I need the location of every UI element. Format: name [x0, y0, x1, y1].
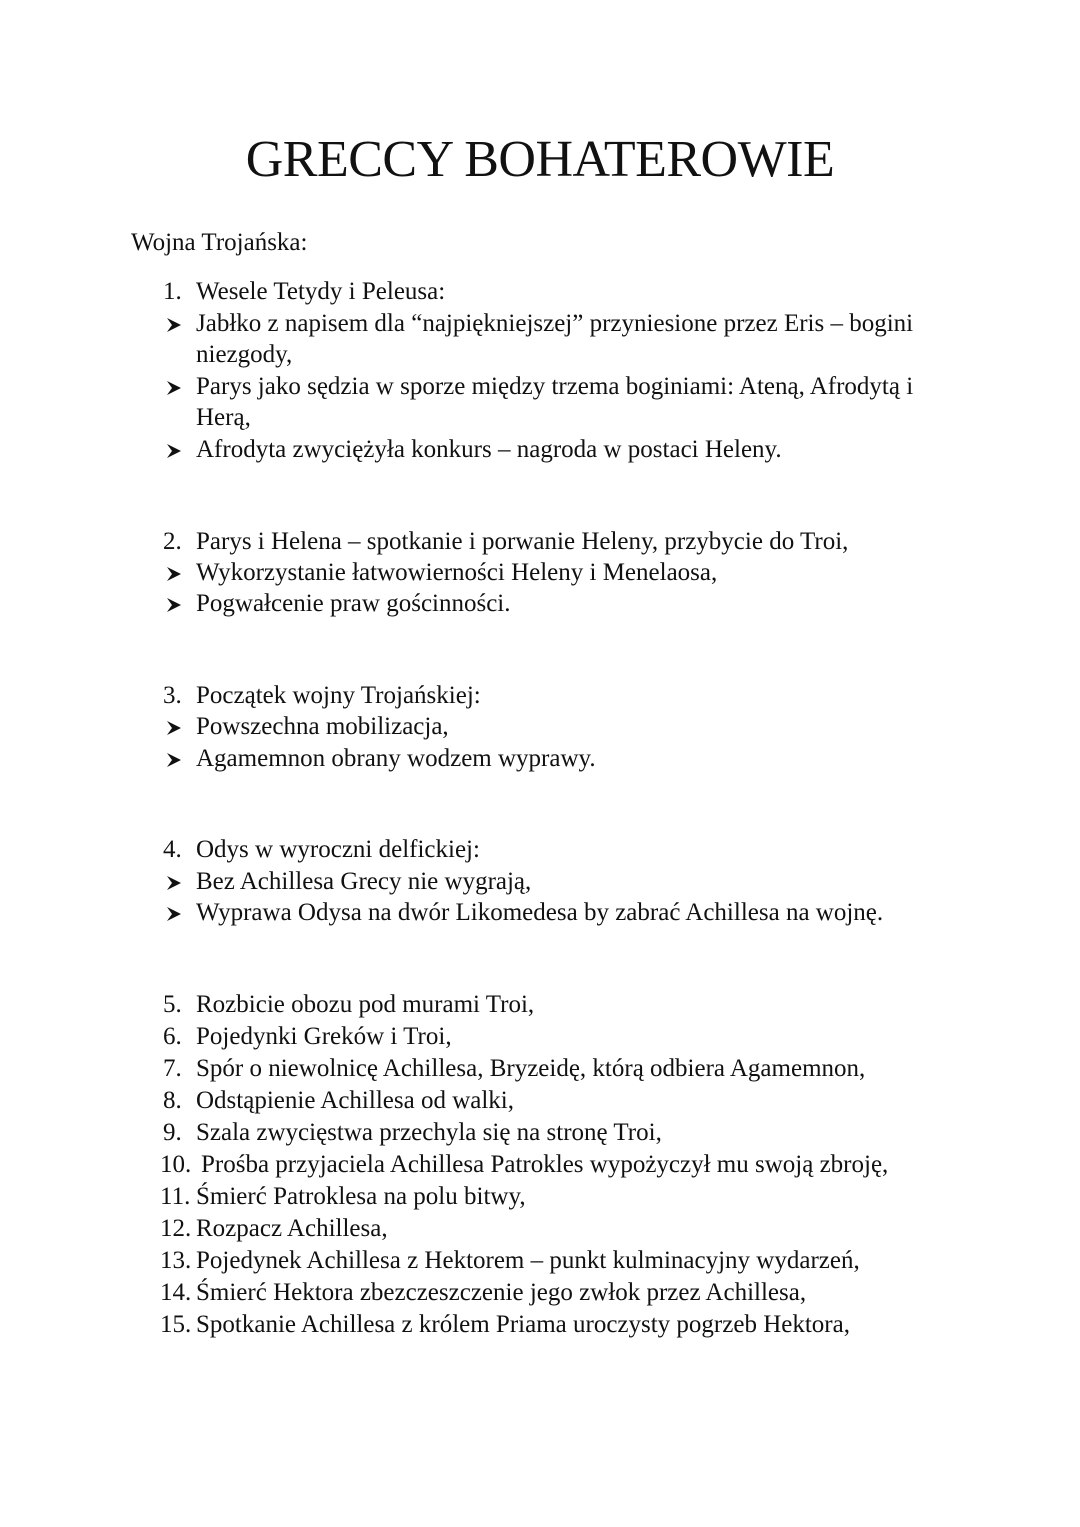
item-text: Śmierć Hektora zbezczeszczenie jego zwłok przez Achillesa, [196, 1279, 807, 1306]
arrow-bullet-icon [166, 317, 182, 333]
document-subtitle: Wojna Trojańska: [131, 229, 308, 256]
item-text: Rozbicie obozu pod murami Troi, [196, 991, 535, 1018]
bullet-text: Powszechna mobilizacja, [196, 713, 449, 740]
item-number: 7. [163, 1055, 182, 1082]
item-number: 6. [163, 1023, 182, 1050]
bullet-text: Afrodyta zwyciężyła konkurs – nagroda w postaci Heleny. [196, 436, 782, 463]
section-heading: Początek wojny Trojańskiej: [196, 682, 481, 709]
item-number: 10. [160, 1151, 192, 1178]
section-heading: Odys w wyroczni delfickiej: [196, 836, 480, 863]
section-heading: Wesele Tetydy i Peleusa: [196, 278, 446, 305]
bullet-text: Parys jako sędzia w sporze między trzema boginiami: Ateną, Afrodytą i [196, 373, 914, 400]
bullet-text: Jabłko z napisem dla “najpiękniejszej” przyniesione przez Eris – bogini [196, 310, 914, 337]
item-number: 9. [163, 1119, 182, 1146]
item-text: Spotkanie Achillesa z królem Priama uroczysty pogrzeb Hektora, [196, 1311, 850, 1338]
item-text: Szala zwycięstwa przechyla się na stronę Troi, [196, 1119, 662, 1146]
item-number: 11. [160, 1183, 191, 1210]
section-number: 2. [163, 528, 182, 555]
arrow-bullet-icon [166, 875, 182, 891]
arrow-bullet-icon [166, 752, 182, 768]
bullet-text: Wykorzystanie łatwowierności Heleny i Menelaosa, [196, 559, 718, 586]
arrow-bullet-icon [166, 443, 182, 459]
item-text: Pojedynek Achillesa z Hektorem – punkt kulminacyjny wydarzeń, [196, 1247, 860, 1274]
bullet-text: Agamemnon obrany wodzem wyprawy. [196, 745, 596, 772]
item-number: 12. [160, 1215, 192, 1242]
section-number: 3. [163, 682, 182, 709]
bullet-text: Wyprawa Odysa na dwór Likomedesa by zabrać Achillesa na wojnę. [196, 899, 884, 926]
arrow-bullet-icon [166, 906, 182, 922]
section-heading: Parys i Helena – spotkanie i porwanie Heleny, przybycie do Troi, [196, 528, 849, 555]
arrow-bullet-icon [166, 380, 182, 396]
bullet-text: Bez Achillesa Grecy nie wygrają, [196, 868, 532, 895]
item-number: 8. [163, 1087, 182, 1114]
item-text: Pojedynki Greków i Troi, [196, 1023, 452, 1050]
section-number: 1. [163, 278, 182, 305]
item-number: 13. [160, 1247, 192, 1274]
bullet-text-continuation: niezgody, [196, 341, 293, 368]
document-title: GRECCY BOHATEROWIE [245, 131, 835, 188]
bullet-text-continuation: Herą, [196, 404, 251, 431]
item-number: 15. [160, 1311, 192, 1338]
bullet-text: Pogwałcenie praw gościnności. [196, 590, 511, 617]
arrow-bullet-icon [166, 566, 182, 582]
item-text: Odstąpienie Achillesa od walki, [196, 1087, 514, 1114]
arrow-bullet-icon [166, 720, 182, 736]
section-number: 4. [163, 836, 182, 863]
item-number: 14. [160, 1279, 192, 1306]
item-number: 5. [163, 991, 182, 1018]
item-text: Spór o niewolnicę Achillesa, Bryzeidę, którą odbiera Agamemnon, [196, 1055, 866, 1082]
item-text: Śmierć Patroklesa na polu bitwy, [196, 1183, 526, 1210]
item-text: Prośba przyjaciela Achillesa Patrokles wypożyczył mu swoją zbroję, [201, 1151, 889, 1178]
arrow-bullet-icon [166, 597, 182, 613]
item-text: Rozpacz Achillesa, [196, 1215, 388, 1242]
